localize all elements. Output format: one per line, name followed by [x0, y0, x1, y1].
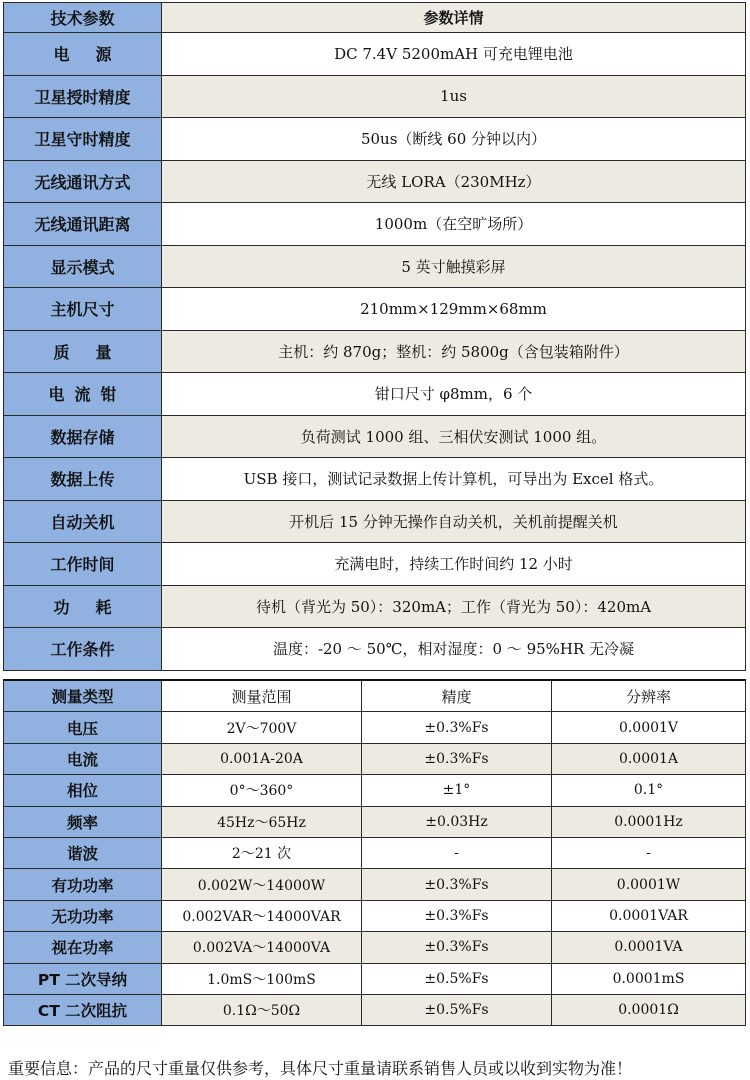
measurement-type: 谐波 — [4, 837, 162, 868]
spec-label-weight: 质量 — [53, 342, 138, 362]
measurement-row — [4, 837, 746, 868]
measurement-type: 电流 — [4, 743, 162, 774]
measurement-type: CT 二次阻抗 — [4, 994, 162, 1025]
measurement-resolution: 0.0001Hz — [552, 806, 746, 837]
spec-label-storage: 数据存储 — [4, 415, 162, 458]
measurement-resolution: 0.0001mS — [552, 963, 746, 994]
spec-value-dimensions: 210mm×129mm×68mm — [162, 288, 746, 331]
spec-row — [4, 500, 746, 543]
footer-note: 重要信息：产品的尺寸重量仅供参考，具体尺寸重量请联系销售人员或以收到实物为准！ — [8, 1059, 633, 1078]
spec-row — [4, 75, 746, 118]
spec-value-wireless-range: 1000m（在空旷场所） — [162, 203, 746, 246]
spec-value-working-time: 充满电时，持续工作时间约 12 小时 — [162, 543, 746, 586]
measurement-accuracy: ±0.03Hz — [362, 806, 552, 837]
spec-label-timing-accuracy: 卫星授时精度 — [4, 75, 162, 118]
spec-row — [4, 160, 746, 203]
measurement-resolution: - — [552, 837, 746, 868]
measurement-accuracy: ±0.3%Fs — [362, 900, 552, 931]
spec-row — [4, 585, 746, 628]
spec-value-current-clamp: 钳口尺寸 φ8mm，6 个 — [162, 373, 746, 416]
spec-value-timing-accuracy: 1us — [162, 75, 746, 118]
measurement-row — [4, 932, 746, 963]
measurement-row — [4, 743, 746, 774]
measurement-accuracy: ±0.3%Fs — [362, 712, 552, 743]
measurement-row — [4, 900, 746, 931]
measurement-resolution: 0.1° — [552, 775, 746, 806]
measurement-resolution: 0.0001V — [552, 712, 746, 743]
measurement-range: 0.002W～14000W — [162, 869, 362, 900]
spec-value-holdover-accuracy: 50us（断线 60 分钟以内） — [162, 118, 746, 161]
spec-header-value: 参数详情 — [162, 3, 746, 33]
spec-label-upload: 数据上传 — [4, 458, 162, 501]
spec-label-current-clamp: 电流钳 — [48, 385, 127, 405]
measurement-range: 0.1Ω～50Ω — [162, 994, 362, 1025]
spec-label-wireless-range: 无线通讯距离 — [4, 203, 162, 246]
spec-row — [4, 33, 746, 76]
measurement-range: 2～21 次 — [162, 837, 362, 868]
measurement-range: 1.0mS～100mS — [162, 963, 362, 994]
measurement-resolution: 0.0001VAR — [552, 900, 746, 931]
spec-value-display: 5 英寸触摸彩屏 — [162, 245, 746, 288]
measurement-row — [4, 869, 746, 900]
measurement-range: 0.001A-20A — [162, 743, 362, 774]
spec-label-display: 显示模式 — [4, 245, 162, 288]
measurement-accuracy: ±0.3%Fs — [362, 743, 552, 774]
spec-row — [4, 330, 746, 373]
spec-value-conditions: 温度：-20 ～ 50℃，相对湿度：0 ～ 95%HR 无冷凝 — [162, 628, 746, 671]
spec-row — [4, 415, 746, 458]
spec-header-label: 技术参数 — [4, 3, 162, 33]
measurement-row — [4, 806, 746, 837]
measurement-header-type: 测量类型 — [4, 680, 162, 712]
measurement-accuracy: ±0.3%Fs — [362, 932, 552, 963]
spec-row — [4, 628, 746, 671]
measurement-row — [4, 775, 746, 806]
spec-row — [4, 118, 746, 161]
measurement-row — [4, 994, 746, 1025]
measurement-resolution: 0.0001A — [552, 743, 746, 774]
spec-value-power-source: DC 7.4V 5200mAH 可充电锂电池 — [162, 33, 746, 76]
measurement-accuracy: - — [362, 837, 552, 868]
measurement-type: PT 二次导纳 — [4, 963, 162, 994]
measurement-range: 2V～700V — [162, 712, 362, 743]
spec-table — [3, 2, 746, 671]
measurement-type: 有功功率 — [4, 869, 162, 900]
spec-label-wireless-mode: 无线通讯方式 — [4, 160, 162, 203]
spec-row — [4, 458, 746, 501]
measurement-range: 0.002VAR～14000VAR — [162, 900, 362, 931]
measurement-row — [4, 963, 746, 994]
spec-value-weight: 主机：约 870g；整机：约 5800g（含包装箱附件） — [162, 330, 746, 373]
measurement-accuracy: ±1° — [362, 775, 552, 806]
spec-row — [4, 245, 746, 288]
measurement-header-row — [4, 680, 746, 712]
measurement-header-resolution: 分辨率 — [552, 680, 746, 712]
measurement-table — [3, 679, 746, 1026]
spec-row — [4, 373, 746, 416]
spec-label-power-consumption: 功耗 — [53, 597, 138, 617]
measurement-range: 45Hz～65Hz — [162, 806, 362, 837]
measurement-accuracy: ±0.5%Fs — [362, 963, 552, 994]
measurement-type: 视在功率 — [4, 932, 162, 963]
measurement-resolution: 0.0001W — [552, 869, 746, 900]
spec-label-conditions: 工作条件 — [4, 628, 162, 671]
measurement-type: 相位 — [4, 775, 162, 806]
measurement-accuracy: ±0.3%Fs — [362, 869, 552, 900]
measurement-range: 0°～360° — [162, 775, 362, 806]
spec-value-upload: USB 接口，测试记录数据上传计算机，可导出为 Excel 格式。 — [162, 458, 746, 501]
measurement-resolution: 0.0001VA — [552, 932, 746, 963]
measurement-resolution: 0.0001Ω — [552, 994, 746, 1025]
spec-value-power-consumption: 待机（背光为 50）：320mA；工作（背光为 50）：420mA — [162, 585, 746, 628]
measurement-type: 无功功率 — [4, 900, 162, 931]
spec-label-dimensions: 主机尺寸 — [4, 288, 162, 331]
measurement-range: 0.002VA～14000VA — [162, 932, 362, 963]
spec-label-auto-off: 自动关机 — [4, 500, 162, 543]
measurement-type: 电压 — [4, 712, 162, 743]
measurement-accuracy: ±0.5%Fs — [362, 994, 552, 1025]
measurement-type: 频率 — [4, 806, 162, 837]
measurement-header-range: 测量范围 — [162, 680, 362, 712]
measurement-row — [4, 712, 746, 743]
spec-label-power-source: 电源 — [53, 45, 138, 65]
spec-label-holdover-accuracy: 卫星守时精度 — [4, 118, 162, 161]
measurement-header-accuracy: 精度 — [362, 680, 552, 712]
spec-row — [4, 203, 746, 246]
spec-label-working-time: 工作时间 — [4, 543, 162, 586]
spec-header-row — [4, 3, 746, 33]
spec-row — [4, 543, 746, 586]
spec-row — [4, 288, 746, 331]
spec-value-wireless-mode: 无线 LORA（230MHz） — [162, 160, 746, 203]
spec-value-storage: 负荷测试 1000 组、三相伏安测试 1000 组。 — [162, 415, 746, 458]
spec-value-auto-off: 开机后 15 分钟无操作自动关机，关机前提醒关机 — [162, 500, 746, 543]
